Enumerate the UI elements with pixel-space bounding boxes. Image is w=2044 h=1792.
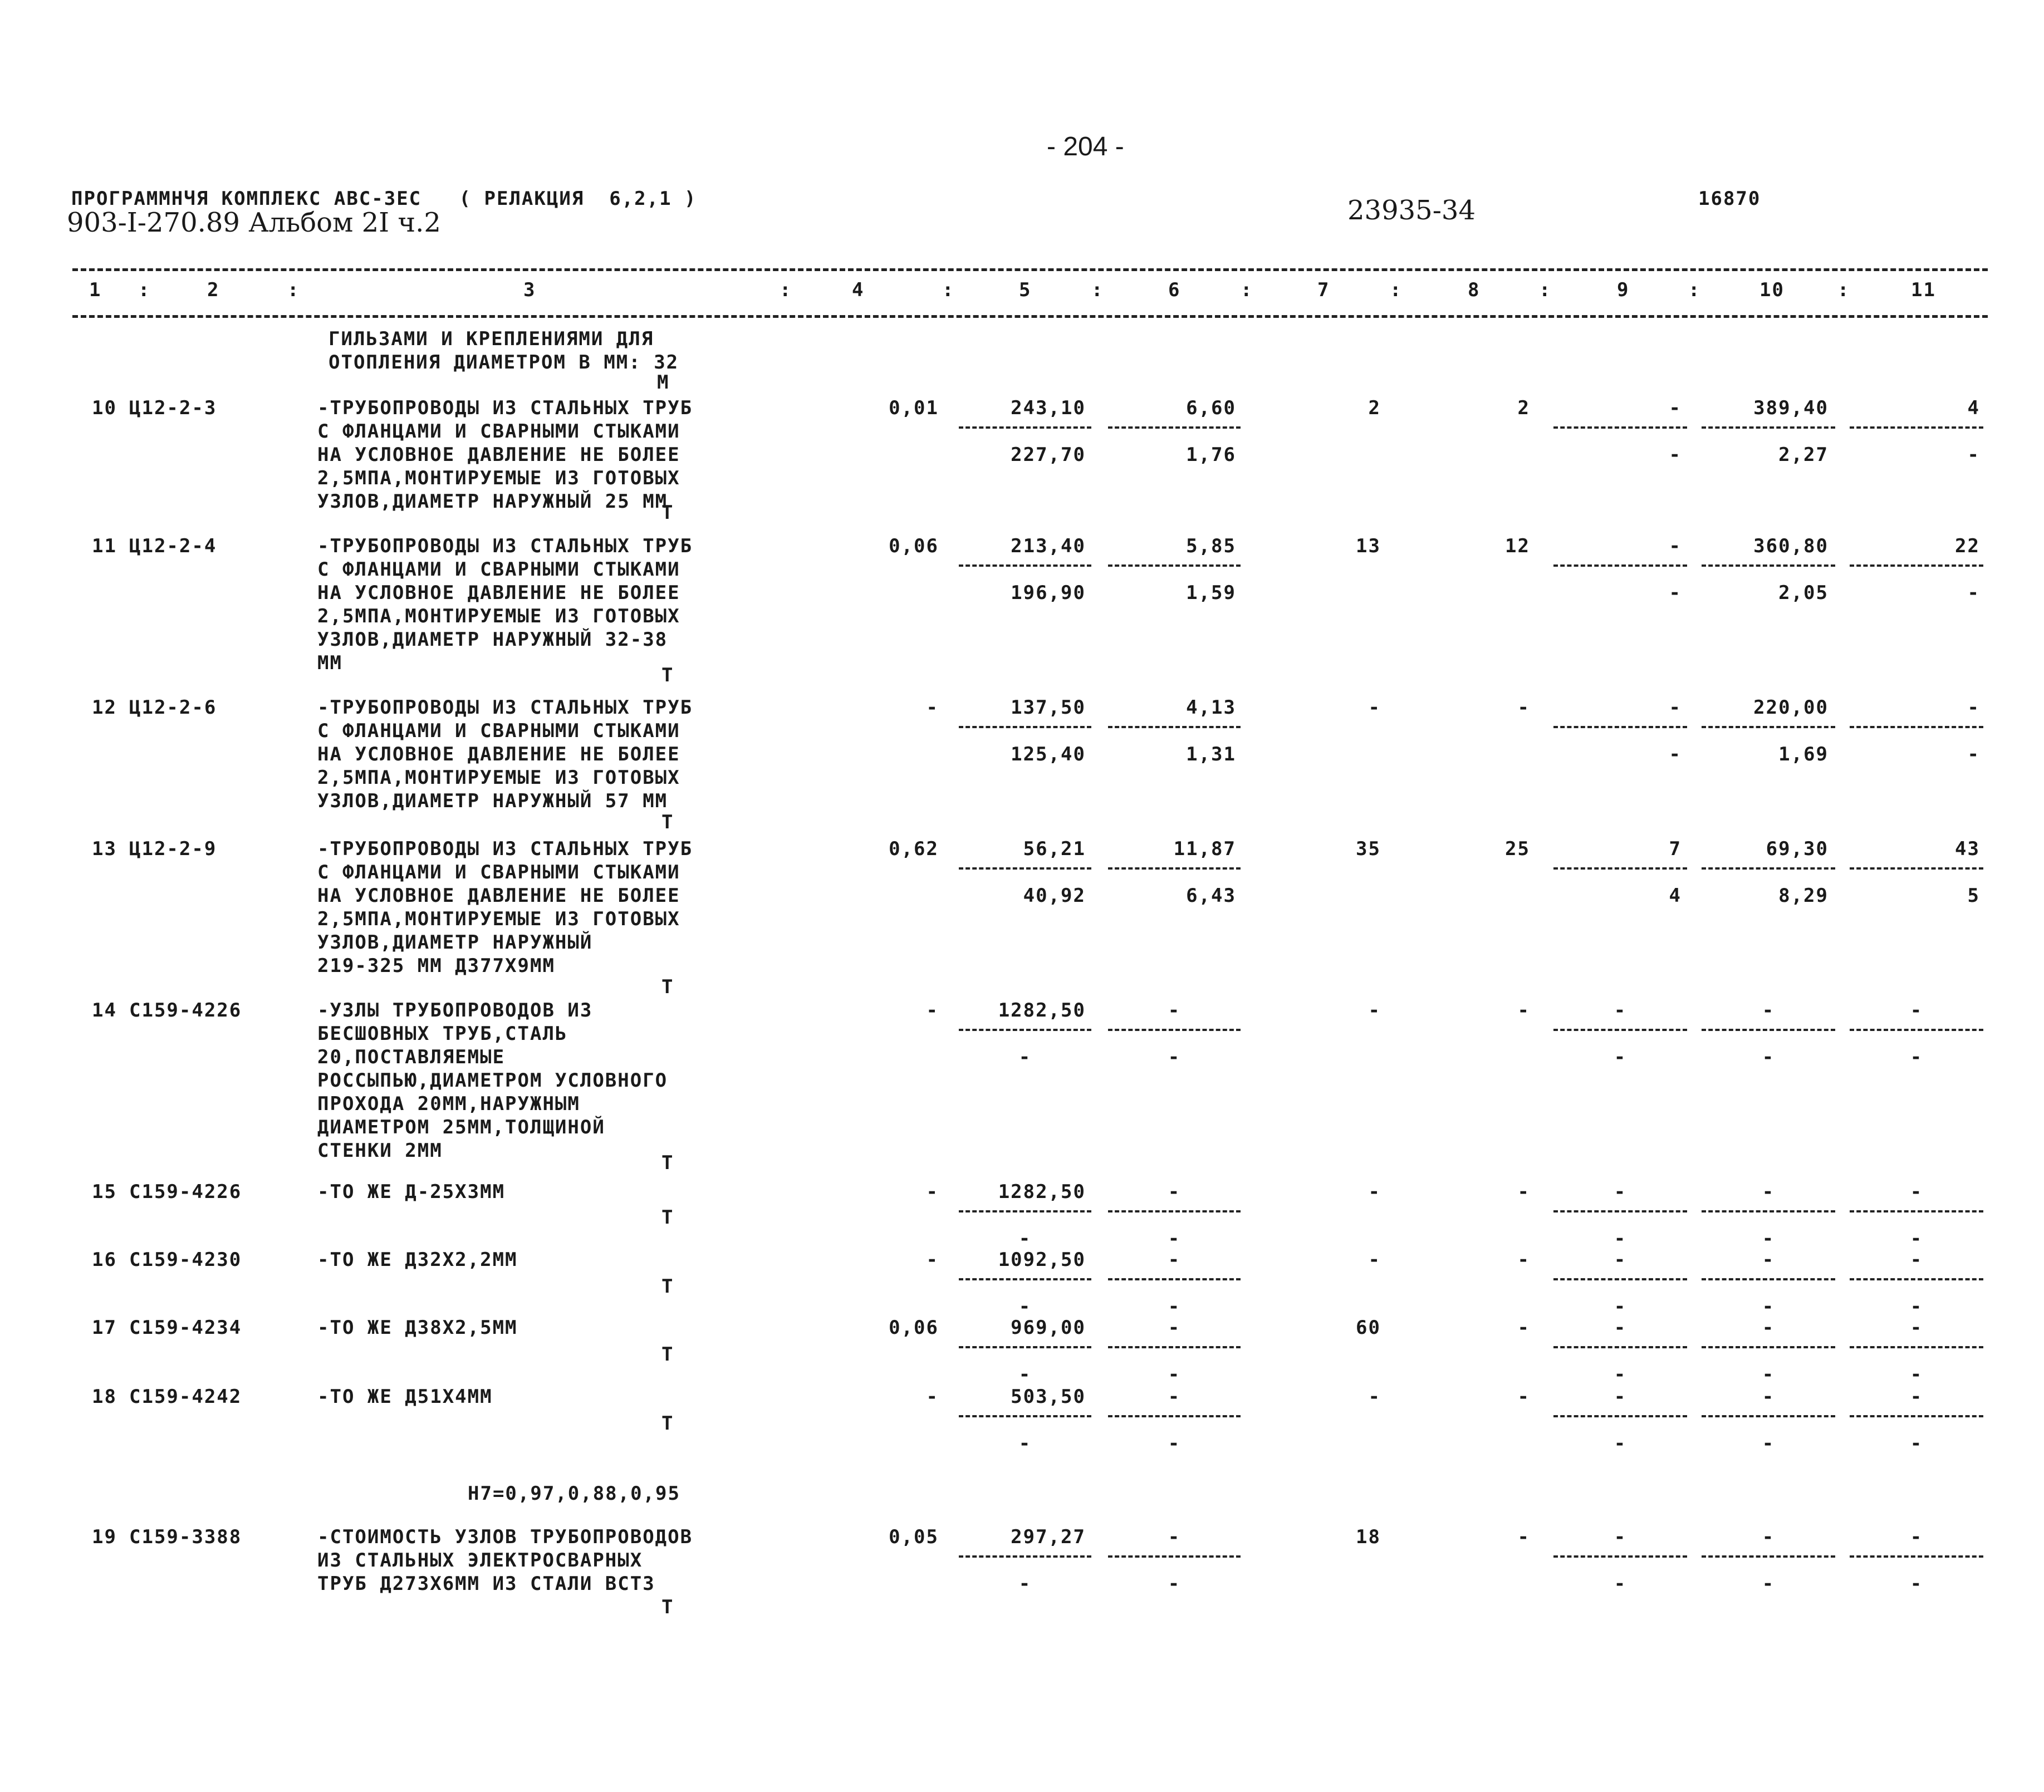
fraction-line	[959, 1210, 1091, 1212]
cell-col5-bottom: 196,90	[1011, 582, 1086, 604]
cell-col6-bottom: -	[1168, 1046, 1181, 1068]
col-separator: :	[1091, 279, 1104, 301]
fraction-line	[1553, 1210, 1687, 1212]
col-header-1: 1	[89, 279, 102, 301]
fraction-line	[1108, 1278, 1241, 1280]
album-reference: 903-I-270.89 Альбом 2I ч.2	[67, 207, 441, 238]
cell-col6-top: -	[1168, 1317, 1181, 1339]
cell-col7: 60	[1356, 1317, 1381, 1339]
row-description: -ТРУБОПРОВОДЫ ИЗ СТАЛЬНЫХ ТРУБ С ФЛАНЦАМИ И СВАРНЫМИ СТЫКАМИ НА УСЛОВНОЕ ДАВЛЕНИЕ НЕ БОЛЕЕ 2,5МПА,МОНТИРУЕМЫЕ ИЗ ГОТОВЫХ УЗЛОВ,ДИАМЕТР НАРУЖНЫЙ 32-38 ММ	[317, 535, 693, 674]
cell-col8: -	[1517, 1249, 1530, 1271]
row-code: С159-4242	[129, 1386, 242, 1408]
fraction-line	[1108, 1210, 1241, 1212]
fraction-line	[959, 1555, 1091, 1558]
row-number: 13	[92, 838, 117, 860]
row-number: 12	[92, 696, 117, 719]
fraction-line	[1702, 867, 1835, 870]
row-description: -ТО ЖЕ Д-25Х3ММ	[317, 1181, 506, 1203]
cell-col7: 18	[1356, 1526, 1381, 1548]
cell-col5-top: 243,10	[1011, 397, 1086, 419]
cell-col9-top: -	[1669, 535, 1682, 557]
col-header-5: 5	[1019, 279, 1032, 301]
cell-col4: -	[926, 696, 939, 719]
cell-col11-bottom: -	[1910, 1573, 1923, 1595]
cell-col10-bottom: 2,27	[1778, 444, 1829, 466]
cell-col10-top: 360,80	[1753, 535, 1829, 557]
cell-col11-bottom: -	[1967, 743, 1980, 765]
fraction-line	[1108, 1415, 1241, 1417]
fraction-line	[1850, 1555, 1983, 1558]
fraction-line	[1702, 1029, 1835, 1031]
row-number: 15	[92, 1181, 117, 1203]
cell-col5-bottom: -	[1018, 1228, 1032, 1250]
cell-col9-bottom: -	[1614, 1295, 1627, 1318]
cell-col6-top: -	[1168, 1386, 1181, 1408]
fraction-line	[959, 1278, 1091, 1280]
cell-col9-bottom: -	[1614, 1046, 1627, 1068]
col-header-11: 11	[1911, 279, 1936, 301]
cell-col6-bottom: -	[1168, 1363, 1181, 1386]
fraction-line	[959, 867, 1091, 870]
cell-col5-bottom: 227,70	[1011, 444, 1086, 466]
cell-col6-bottom: -	[1168, 1573, 1181, 1595]
fraction-line	[1702, 1555, 1835, 1558]
col-header-3: 3	[523, 279, 536, 301]
col-separator: :	[138, 279, 151, 301]
cell-col6-bottom: 1,59	[1186, 582, 1236, 604]
cell-col5-top: 1092,50	[998, 1249, 1086, 1271]
cell-col9-top: -	[1614, 1526, 1627, 1548]
row-code: С159-4230	[129, 1249, 242, 1271]
cell-col5-top: 969,00	[1011, 1317, 1086, 1339]
fraction-line	[1850, 1210, 1983, 1212]
cell-col10-bottom: 1,69	[1778, 743, 1829, 765]
fraction-line	[1702, 1210, 1835, 1212]
cell-col9-bottom: -	[1614, 1228, 1627, 1250]
cell-col7: -	[1368, 1181, 1381, 1203]
cell-col11-top: -	[1910, 1526, 1923, 1548]
fraction-line	[1850, 1415, 1983, 1417]
cell-col5-top: 1282,50	[998, 1181, 1086, 1203]
fraction-line	[1553, 1346, 1687, 1348]
row-code: Ц12-2-3	[129, 397, 217, 419]
cell-col10-bottom: -	[1762, 1228, 1775, 1250]
cell-col5-bottom: -	[1018, 1295, 1032, 1318]
row-description: -ТРУБОПРОВОДЫ ИЗ СТАЛЬНЫХ ТРУБ С ФЛАНЦАМИ И СВАРНЫМИ СТЫКАМИ НА УСЛОВНОЕ ДАВЛЕНИЕ НЕ БОЛЕЕ 2,5МПА,МОНТИРУЕМЫЕ ИЗ ГОТОВЫХ УЗЛОВ,ДИАМЕТР НАРУЖНЫЙ 57 ММ	[317, 696, 693, 812]
cell-col9-bottom: -	[1669, 582, 1682, 604]
row-unit: Т	[661, 1152, 674, 1174]
cell-col5-bottom: -	[1018, 1046, 1032, 1068]
cell-col11-bottom: -	[1967, 444, 1980, 466]
row-number: 17	[92, 1317, 117, 1339]
fraction-line	[1108, 1029, 1241, 1031]
cell-col6-top: 6,60	[1186, 397, 1236, 419]
fraction-line	[959, 1415, 1091, 1417]
col-header-9: 9	[1617, 279, 1630, 301]
cell-col9-bottom: 4	[1669, 885, 1682, 907]
row-description: -ТО ЖЕ Д38Х2,5ММ	[317, 1317, 518, 1339]
cell-col11-top: -	[1910, 1249, 1923, 1271]
fraction-line	[1702, 426, 1835, 429]
cell-col10-top: -	[1762, 999, 1775, 1022]
row-number: 19	[92, 1526, 117, 1548]
col-separator: :	[1241, 279, 1253, 301]
cell-col10-bottom: 2,05	[1778, 582, 1829, 604]
row-code: С159-4226	[129, 1181, 242, 1203]
cell-col5-top: 503,50	[1011, 1386, 1086, 1408]
cell-col7: -	[1368, 999, 1381, 1022]
handwritten-code: 23935-34	[1347, 195, 1476, 226]
row-number: 18	[92, 1386, 117, 1408]
cell-col10-bottom: 8,29	[1778, 885, 1829, 907]
col-header-4: 4	[852, 279, 865, 301]
fraction-line	[1108, 867, 1241, 870]
col-separator: :	[1539, 279, 1552, 301]
cell-col10-top: 69,30	[1766, 838, 1829, 860]
cell-col9-top: -	[1669, 696, 1682, 719]
page-number: - 204 -	[1047, 132, 1124, 161]
cell-col8: 12	[1505, 535, 1530, 557]
fraction-line	[1850, 1346, 1983, 1348]
row-description: -ТО ЖЕ Д32Х2,2ММ	[317, 1249, 518, 1271]
col-header-10: 10	[1759, 279, 1785, 301]
fraction-line	[1850, 426, 1983, 429]
cell-col11-bottom: -	[1910, 1046, 1923, 1068]
row-code: С159-4226	[129, 999, 242, 1022]
fraction-line	[1108, 426, 1241, 429]
cell-col6-top: 11,87	[1173, 838, 1236, 860]
cell-col11-top: 43	[1955, 838, 1980, 860]
cell-col6-top: 4,13	[1186, 696, 1236, 719]
cell-col10-top: 389,40	[1753, 397, 1829, 419]
row-unit: Т	[661, 976, 674, 998]
row-unit: Т	[661, 664, 674, 686]
cell-col9-top: -	[1614, 1317, 1627, 1339]
cell-col5-top: 1282,50	[998, 999, 1086, 1022]
fraction-line	[959, 1346, 1091, 1348]
row-code: Ц12-2-4	[129, 535, 217, 557]
cell-col8: 2	[1517, 397, 1530, 419]
cell-col11-top: -	[1910, 1181, 1923, 1203]
cell-col7: -	[1368, 1249, 1381, 1271]
cell-col10-top: -	[1762, 1317, 1775, 1339]
cell-col9-top: -	[1669, 397, 1682, 419]
cell-col9-top: -	[1614, 1181, 1627, 1203]
fraction-line	[1850, 564, 1983, 567]
cell-col4: 0,62	[889, 838, 939, 860]
fraction-line	[1850, 1278, 1983, 1280]
row-unit: Т	[661, 1343, 674, 1366]
cell-col10-bottom: -	[1762, 1573, 1775, 1595]
cell-col11-bottom: -	[1910, 1363, 1923, 1386]
cell-col5-top: 137,50	[1011, 696, 1086, 719]
cell-col7: -	[1368, 1386, 1381, 1408]
col-separator: :	[1390, 279, 1403, 301]
fraction-line	[1702, 726, 1835, 728]
fraction-line	[1702, 1278, 1835, 1280]
cell-col10-top: -	[1762, 1181, 1775, 1203]
cell-col11-top: 4	[1967, 397, 1980, 419]
fraction-line	[1553, 867, 1687, 870]
fraction-line	[1108, 726, 1241, 728]
cell-col11-top: -	[1910, 1386, 1923, 1408]
col-header-8: 8	[1468, 279, 1481, 301]
row-unit: Т	[661, 1206, 674, 1229]
col-header-6: 6	[1168, 279, 1181, 301]
cell-col8: 25	[1505, 838, 1530, 860]
continuation-unit: М	[657, 371, 670, 394]
cell-col11-bottom: -	[1910, 1295, 1923, 1318]
fraction-line	[1553, 426, 1687, 429]
cell-col4: -	[926, 1249, 939, 1271]
cell-col9-top: -	[1614, 999, 1627, 1022]
cell-col6-bottom: -	[1168, 1432, 1181, 1455]
cell-col10-top: -	[1762, 1526, 1775, 1548]
cell-col8: -	[1517, 1181, 1530, 1203]
cell-col11-bottom: -	[1967, 582, 1980, 604]
cell-col4: 0,06	[889, 1317, 939, 1339]
cell-col6-bottom: 1,76	[1186, 444, 1236, 466]
col-separator: :	[1837, 279, 1850, 301]
cell-col10-bottom: -	[1762, 1363, 1775, 1386]
fraction-line	[1850, 726, 1983, 728]
fraction-line	[1553, 726, 1687, 728]
cell-col4: -	[926, 999, 939, 1022]
cell-col7: 13	[1356, 535, 1381, 557]
fraction-line	[1553, 1278, 1687, 1280]
cell-col9-bottom: -	[1669, 444, 1682, 466]
fraction-line	[959, 1029, 1091, 1031]
row-unit: Т	[661, 1596, 674, 1618]
row-unit: Т	[661, 811, 674, 833]
row-description: -ТРУБОПРОВОДЫ ИЗ СТАЛЬНЫХ ТРУБ С ФЛАНЦАМИ И СВАРНЫМИ СТЫКАМИ НА УСЛОВНОЕ ДАВЛЕНИЕ НЕ БОЛЕЕ 2,5МПА,МОНТИРУЕМЫЕ ИЗ ГОТОВЫХ УЗЛОВ,ДИАМЕТР НАРУЖНЫЙ 25 ММ	[317, 397, 693, 513]
col-separator: :	[780, 279, 792, 301]
fraction-line	[1553, 564, 1687, 567]
row-number: 14	[92, 999, 117, 1022]
cell-col5-top: 297,27	[1011, 1526, 1086, 1548]
cell-col8: -	[1517, 1317, 1530, 1339]
cell-col6-bottom: 6,43	[1186, 885, 1236, 907]
cell-col4: 0,05	[889, 1526, 939, 1548]
fraction-line	[1553, 1029, 1687, 1031]
program-title: ПРОГРАММНЧЯ КОМПЛЕКС АВС-ЗЕС ( РЕЛАКЦИЯ 6,2,1 )	[71, 188, 697, 210]
cell-col10-bottom: -	[1762, 1432, 1775, 1455]
row-code: С159-4234	[129, 1317, 242, 1339]
cell-col4: 0,06	[889, 535, 939, 557]
cell-col9-bottom: -	[1614, 1573, 1627, 1595]
fraction-line	[1108, 1555, 1241, 1558]
col-header-7: 7	[1317, 279, 1330, 301]
document-number: 16870	[1698, 188, 1761, 210]
row-number: 10	[92, 397, 117, 419]
fraction-line	[1108, 564, 1241, 567]
cell-col8: -	[1517, 696, 1530, 719]
cell-col11-top: 22	[1955, 535, 1980, 557]
cell-col4: -	[926, 1181, 939, 1203]
cell-col5-top: 56,21	[1023, 838, 1086, 860]
cell-col6-bottom: -	[1168, 1228, 1181, 1250]
cell-col5-bottom: -	[1018, 1363, 1032, 1386]
cell-col6-top: -	[1168, 1526, 1181, 1548]
cell-col6-top: -	[1168, 1249, 1181, 1271]
col-separator: :	[942, 279, 955, 301]
row-unit: Т	[661, 502, 674, 524]
row-description: -ТО ЖЕ Д51Х4ММ	[317, 1386, 493, 1408]
cell-col7: 35	[1356, 838, 1381, 860]
fraction-line	[959, 726, 1091, 728]
cell-col10-top: -	[1762, 1249, 1775, 1271]
header-top-rule	[72, 268, 1988, 271]
fraction-line	[1702, 1415, 1835, 1417]
cell-col11-bottom: -	[1910, 1432, 1923, 1455]
col-header-2: 2	[207, 279, 220, 301]
coefficient-note: Н7=0,97,0,88,0,95	[468, 1482, 680, 1505]
cell-col10-bottom: -	[1762, 1046, 1775, 1068]
row-code: Ц12-2-9	[129, 838, 217, 860]
col-separator: :	[1688, 279, 1701, 301]
cell-col7: -	[1368, 696, 1381, 719]
row-number: 16	[92, 1249, 117, 1271]
row-description: -ТРУБОПРОВОДЫ ИЗ СТАЛЬНЫХ ТРУБ С ФЛАНЦАМИ И СВАРНЫМИ СТЫКАМИ НА УСЛОВНОЕ ДАВЛЕНИЕ НЕ БОЛЕЕ 2,5МПА,МОНТИРУЕМЫЕ ИЗ ГОТОВЫХ УЗЛОВ,ДИАМЕТР НАРУЖНЫЙ 219-325 ММ Д377Х9ММ	[317, 838, 693, 977]
cell-col11-top: -	[1910, 999, 1923, 1022]
cell-col7: 2	[1368, 397, 1381, 419]
cell-col6-bottom: -	[1168, 1295, 1181, 1318]
row-description: -УЗЛЫ ТРУБОПРОВОДОВ ИЗ БЕСШОВНЫХ ТРУБ,СТАЛЬ 20,ПОСТАВЛЯЕМЫЕ РОССЫПЬЮ,ДИАМЕТРОМ УСЛОВНОГО ПРОХОДА 20ММ,НАРУЖНЫМ ДИАМЕТРОМ 25ММ,ТОЛЩИНОЙ СТЕНКИ 2ММ	[317, 999, 668, 1162]
cell-col10-top: 220,00	[1753, 696, 1829, 719]
cell-col5-top: 213,40	[1011, 535, 1086, 557]
row-number: 11	[92, 535, 117, 557]
cell-col6-top: 5,85	[1186, 535, 1236, 557]
cell-col6-bottom: 1,31	[1186, 743, 1236, 765]
cell-col11-top: -	[1967, 696, 1980, 719]
cell-col11-top: -	[1910, 1317, 1923, 1339]
fraction-line	[1553, 1415, 1687, 1417]
cell-col4: 0,01	[889, 397, 939, 419]
col-separator: :	[287, 279, 300, 301]
header-bottom-rule	[72, 315, 1988, 318]
cell-col9-top: 7	[1669, 838, 1682, 860]
cell-col5-bottom: -	[1018, 1432, 1032, 1455]
cell-col11-bottom: 5	[1967, 885, 1980, 907]
row-code: Ц12-2-6	[129, 696, 217, 719]
cell-col5-bottom: 40,92	[1023, 885, 1086, 907]
row-code: С159-3388	[129, 1526, 242, 1548]
row-unit: Т	[661, 1275, 674, 1298]
cell-col9-top: -	[1614, 1249, 1627, 1271]
fraction-line	[1702, 564, 1835, 567]
cell-col9-bottom: -	[1669, 743, 1682, 765]
fraction-line	[1850, 867, 1983, 870]
fraction-line	[1108, 1346, 1241, 1348]
fraction-line	[959, 564, 1091, 567]
cell-col9-bottom: -	[1614, 1363, 1627, 1386]
fraction-line	[1850, 1029, 1983, 1031]
fraction-line	[1553, 1555, 1687, 1558]
cell-col9-top: -	[1614, 1386, 1627, 1408]
fraction-line	[1702, 1346, 1835, 1348]
cell-col8: -	[1517, 1526, 1530, 1548]
row-description: -СТОИМОСТЬ УЗЛОВ ТРУБОПРОВОДОВ ИЗ СТАЛЬНЫХ ЭЛЕКТРОСВАРНЫХ ТРУБ Д273Х6ММ ИЗ СТАЛИ ВСТ3	[317, 1526, 693, 1595]
continuation-text: ГИЛЬЗАМИ И КРЕПЛЕНИЯМИ ДЛЯ ОТОПЛЕНИЯ ДИАМЕТРОМ В ММ: 32	[329, 328, 679, 374]
cell-col6-top: -	[1168, 1181, 1181, 1203]
cell-col11-bottom: -	[1910, 1228, 1923, 1250]
cell-col4: -	[926, 1386, 939, 1408]
fraction-line	[959, 426, 1091, 429]
cell-col9-bottom: -	[1614, 1432, 1627, 1455]
row-unit: Т	[661, 1412, 674, 1435]
cell-col8: -	[1517, 999, 1530, 1022]
cell-col5-bottom: -	[1018, 1573, 1032, 1595]
cell-col10-bottom: -	[1762, 1295, 1775, 1318]
cell-col8: -	[1517, 1386, 1530, 1408]
cell-col6-top: -	[1168, 999, 1181, 1022]
cell-col5-bottom: 125,40	[1011, 743, 1086, 765]
cell-col10-top: -	[1762, 1386, 1775, 1408]
